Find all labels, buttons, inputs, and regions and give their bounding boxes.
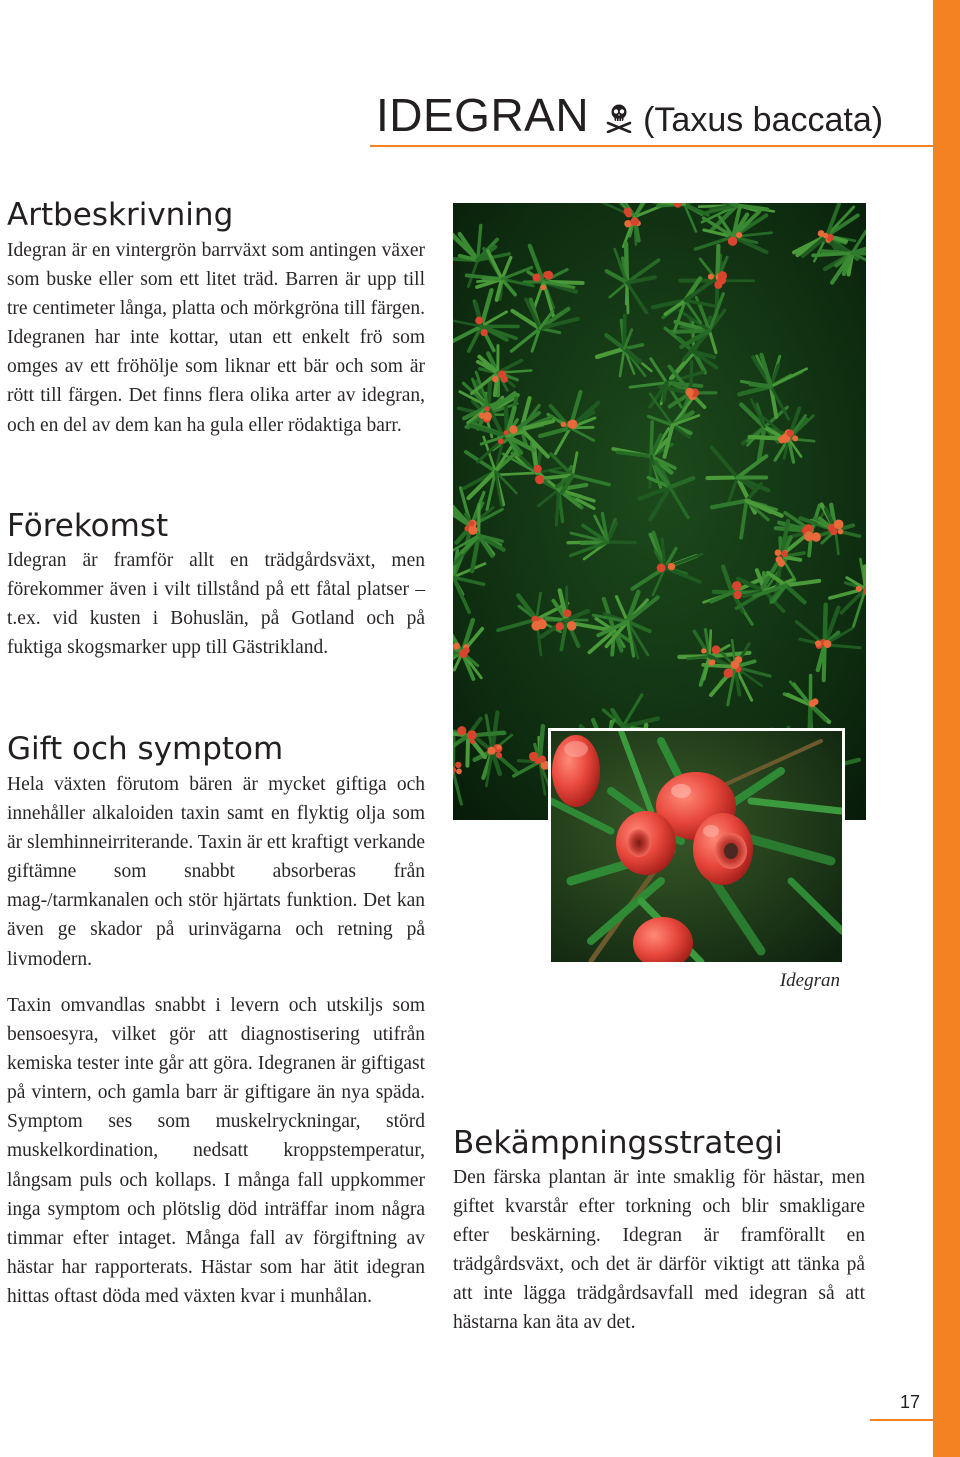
- text-bekampningsstrategi: Den färska plantan är inte smaklig för hästar, men giftet kvarstår efter torkning och blir smakligare efter beskärning. Idegran är framförallt en trädgårdsväxt, och det är därför viktigt att tänka på att inte lägga trädgårdsavfall med idegran så att hästarna kan äta av det.: [453, 1167, 865, 1334]
- text-gift-1: Hela växten förutom bären är mycket giftiga och innehåller alkaloiden taxin samt en flyktig olja som är slemhinneirriterande. Taxin är ett kraftigt verkande giftämne som snabbt absorberas från mag-/tarmkanalen och stör hjärtats funktion. Det kan även ge skador på urinvägarna och retning på livmodern.: [7, 774, 425, 970]
- text-forekomst: Idegran är framför allt en trädgårdsväxt, men förekommer även i vilt tillstånd på ett fåtal platser – t.ex. vid kusten i Bohuslän, på Gotland och på fuktiga skogsmarker upp till Gästrikland.: [7, 550, 425, 659]
- page-number: 17: [899, 1392, 920, 1412]
- yew-berries-photo: [548, 728, 845, 965]
- page-title: [376, 88, 883, 148]
- heading-bekampningsstrategi: Bekämpningsstrategi: [453, 1125, 783, 1161]
- photo-caption: Idegran: [779, 970, 840, 991]
- page-number-divider: [870, 1419, 933, 1421]
- title-latin-name: (Taxus baccata): [643, 101, 884, 139]
- orange-side-bar: [933, 0, 960, 1457]
- text-artbeskrivning: Idegran är en vintergrön barrväxt som antingen växer som buske eller som ett litet träd. Barren är upp till tre centimeter långa, platta och mörkgröna till färgen. Idegranen har inte kottar, utan ett enkelt frö som omges av ett fröhölje som liknar ett bär och som är rött till färgen. Det finns flera olika arter av idegran, och en del av dem kan ha gula eller rödaktiga barr.: [7, 240, 425, 436]
- heading-forekomst: Förekomst: [7, 508, 169, 544]
- skull-crossbones-icon: [605, 103, 633, 133]
- title-name: IDEGRAN: [376, 89, 590, 141]
- text-gift-2: Taxin omvandlas snabbt i levern och utskiljs som bensoesyra, vilket gör att diagnostisering utifrån kemiska tester inte går att göra. Idegranen är giftigast på vintern, och gamla barr är giftigare än nya späda. Symptom ses som muskelryckningar, störd muskelkordination, nedsatt kroppstemperatur, långsam puls och kollaps. I många fall uppkommer inga symptom och plötslig död inträffar inom några timmar efter intaget. Många fall av förgiftning av hästar har rapporterats. Hästar som har ätit idegran hittas oftast döda med växten kvar i munhålan.: [7, 995, 425, 1307]
- heading-artbeskrivning: Artbeskrivning: [7, 197, 234, 233]
- title-divider: [370, 145, 933, 147]
- heading-gift-och-symptom: Gift och symptom: [7, 731, 284, 767]
